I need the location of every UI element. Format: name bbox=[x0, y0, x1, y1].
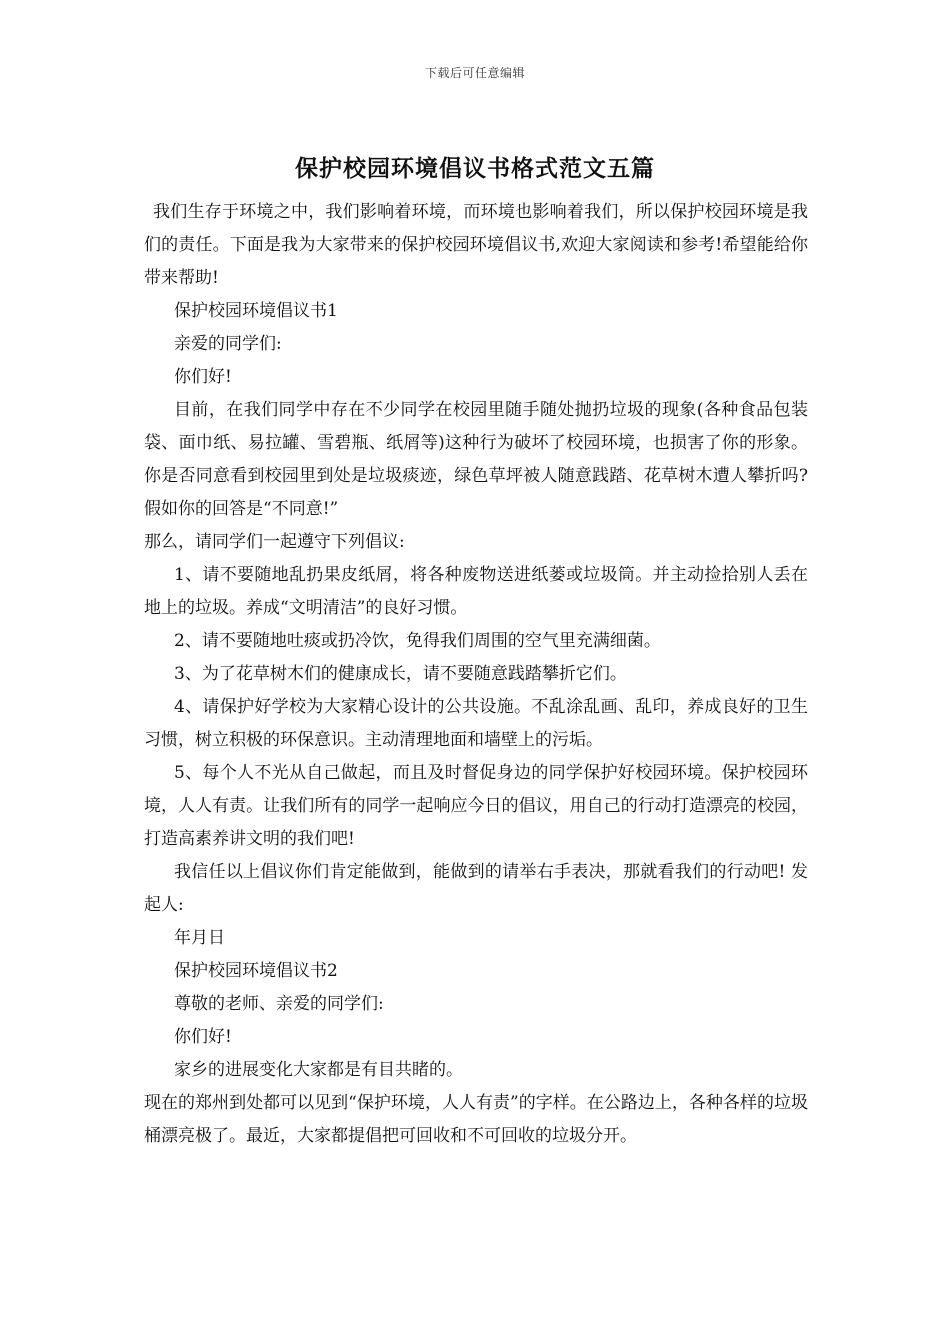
paragraph-heading-1: 保护校园环境倡议书1 bbox=[174, 301, 338, 321]
paragraph-item-2: 2、请不要随地吐痰或扔冷饮，免得我们周围的空气里充满细菌。 bbox=[174, 631, 661, 651]
paragraph-zhengzhou: 现在的郑州到处都可以见到“保护环境，人人有责”的字样。在公路边上，各种各样的垃圾桶漂亮极了。最近，大家都提倡把可回收和不可回收的垃圾分开。 bbox=[144, 1093, 808, 1146]
paragraph-greeting-2: 你们好! bbox=[174, 1027, 232, 1047]
paragraph-greeting-1: 你们好! bbox=[174, 367, 232, 387]
paragraph-item-3: 3、为了花草树木们的健康成长，请不要随意践踏攀折它们。 bbox=[174, 664, 627, 684]
paragraph-intro: 我们生存于环境之中，我们影响着环境，而环境也影响着我们，所以保护校园环境是我们的责任。下面是我为大家带来的保护校园环境倡议书,欢迎大家阅读和参考!希望能给你带来帮助! bbox=[144, 202, 808, 288]
paragraph-item-1: 1、请不要随地乱扔果皮纸屑，将各种废物送进纸蒌或垃圾筒。并主动捡拾别人丢在地上的垃圾。养成“文明清洁”的良好习惯。 bbox=[144, 565, 808, 618]
paragraph-date: 年月日 bbox=[174, 928, 225, 948]
page-header-note: 下载后可任意编辑 bbox=[424, 66, 525, 80]
paragraph-closing: 我信任以上倡议你们肯定能做到，能做到的请举右手表决，那就看我们的行动吧! 发起人: bbox=[144, 862, 808, 915]
paragraph-problem: 目前，在我们同学中存在不少同学在校园里随手随处抛扔垃圾的现象(各种食品包装袋、面巾纸、易拉罐、雪碧瓶、纸屑等)这种行为破坏了校园环境，也损害了你的形象。你是否同意看到校园里到处是垃圾痰迹，绿色草坪被人随意践踏、花草树木遭人攀折吗?假如你的回答是“不同意!” bbox=[144, 400, 808, 519]
paragraph-proposal-intro: 那么，请同学们一起遵守下列倡议: bbox=[144, 532, 405, 552]
paragraph-heading-2: 保护校园环境倡议书2 bbox=[174, 961, 338, 981]
paragraph-salutation-1: 亲爱的同学们: bbox=[174, 334, 282, 354]
paragraph-item-4: 4、请保护好学校为大家精心设计的公共设施。不乱涂乱画、乱印，养成良好的卫生习惯，树立积极的环保意识。主动清理地面和墙壁上的污垢。 bbox=[144, 697, 808, 750]
document-title: 保护校园环境倡议书格式范文五篇 bbox=[295, 155, 655, 182]
paragraph-hometown: 家乡的进展变化大家都是有目共睹的。 bbox=[174, 1060, 463, 1080]
paragraph-salutation-2: 尊敬的老师、亲爱的同学们: bbox=[174, 994, 384, 1014]
document-body bbox=[144, 196, 808, 1153]
paragraph-item-5: 5、每个人不光从自己做起，而且及时督促身边的同学保护好校园环境。保护校园环境，人人有责。让我们所有的同学一起响应今日的倡议，用自己的行动打造漂亮的校园，打造高素养讲文明的我们吧! bbox=[144, 763, 808, 849]
